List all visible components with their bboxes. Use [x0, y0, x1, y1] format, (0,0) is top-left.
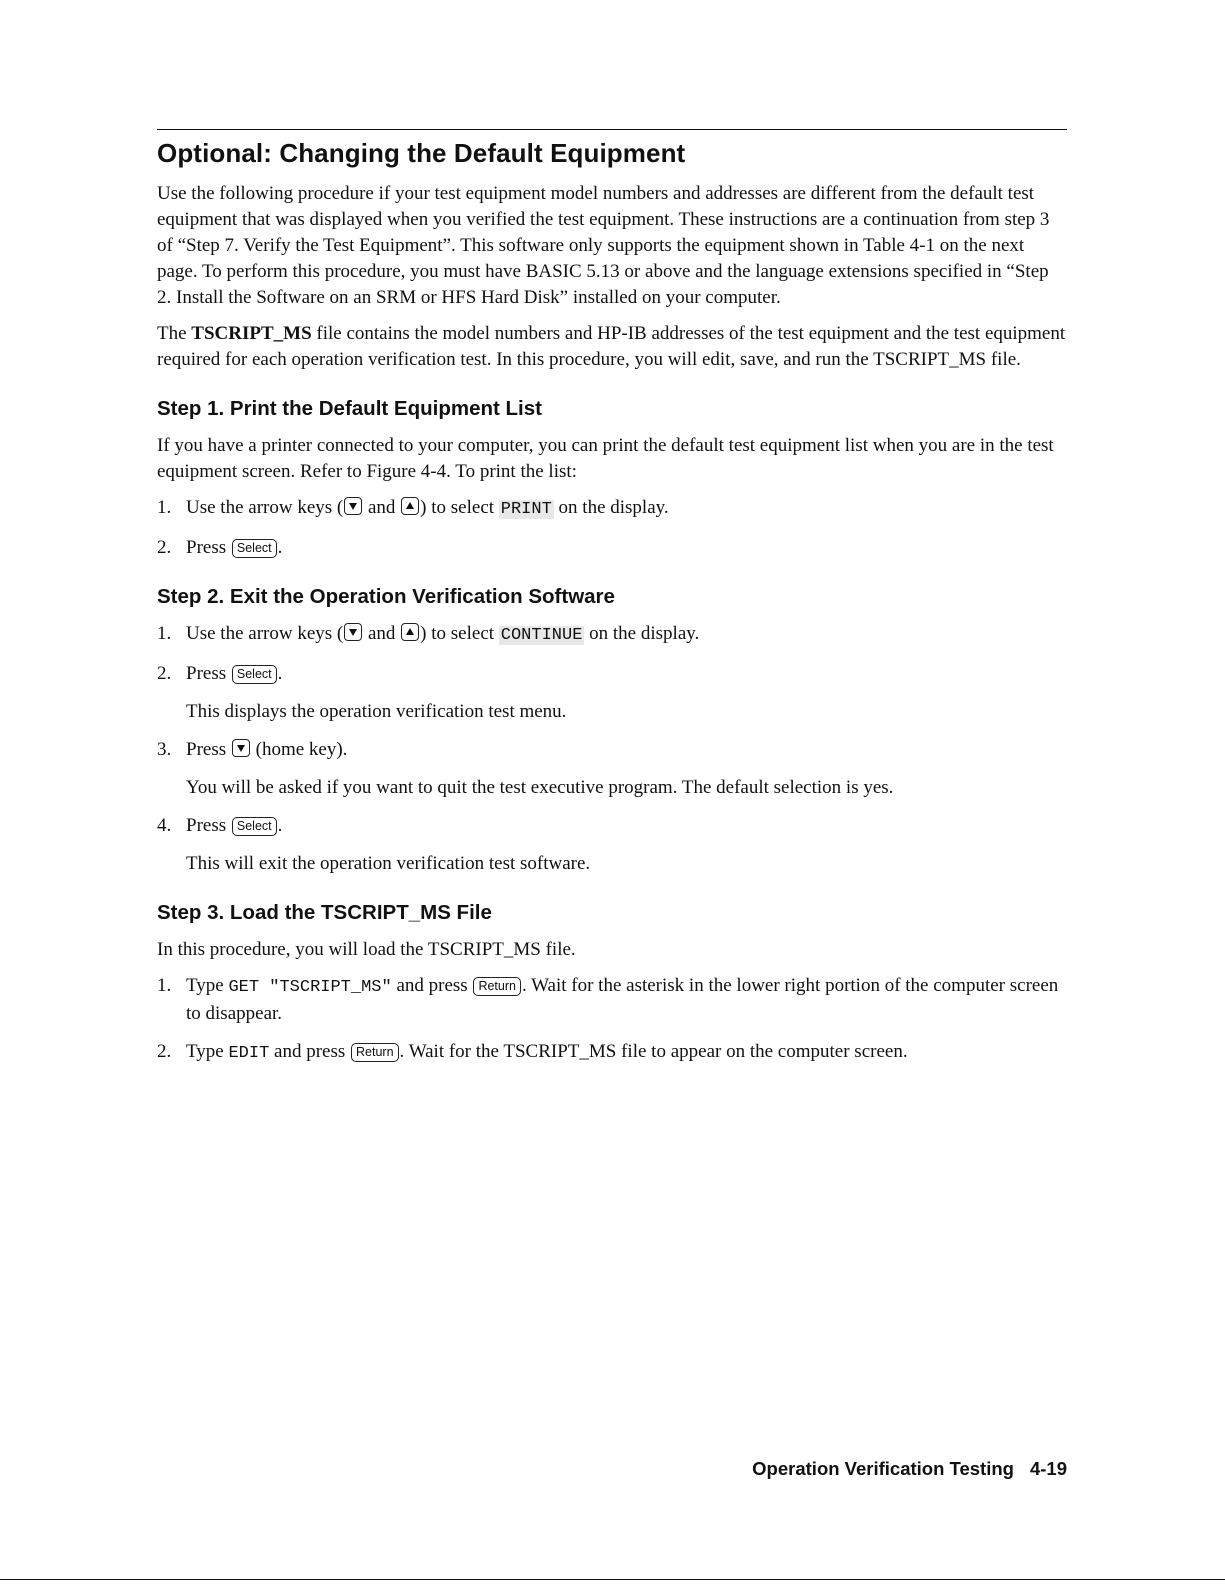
down-arrow-key-icon	[344, 497, 362, 515]
step3-item-2: 2. Type EDIT and press Return . Wait for the TSCRIPT_MS file to appear on the computer screen.	[157, 1041, 908, 1063]
home-key-icon	[232, 739, 250, 757]
return-key: Return	[351, 1043, 399, 1062]
get-command: GET "TSCRIPT_MS"	[228, 978, 392, 997]
intro-paragraph: Use the following procedure if your test equipment model numbers and addresses are different from the default test equipment that was displayed when you verified the test equipment. These instructions are a continuation from step 3 of “Step 7. Verify the Test Equipment”. This software only supports the equipment shown in Table 4-1 on the next page. To perform this procedure, you must have BASIC 5.13 or above and the language extensions specified in “Step 2. Install the Software on an SRM or HFS Hard Disk” installed on your computer.	[157, 183, 1050, 308]
step3-intro: In this procedure, you will load the TSCRIPT_MS file.	[157, 939, 576, 960]
select-key: Select	[232, 665, 277, 684]
footer-title: Operation Verification Testing	[752, 1458, 1014, 1479]
edit-command: EDIT	[228, 1044, 270, 1063]
select-key: Select	[232, 817, 277, 836]
step2-item-1: 1. Use the arrow keys ( and ) to select CONTINUE on the display.	[157, 623, 700, 645]
page-number: 4-19	[1029, 1458, 1067, 1479]
tscript-paragraph: The TSCRIPT_MS file contains the model numbers and HP-IB addresses of the test equipment and the test equipment required for each operation verification test. In this procedure, you will edit, save, and run the TSCRIPT_MS file.	[157, 323, 1066, 370]
step1-section	[157, 397, 1067, 561]
step3-item-1: 1. Type GET "TSCRIPT_MS" and press Return . Wait for the asterisk in the lower right portion of the computer screen to disappear.	[157, 975, 1059, 1024]
step1-item-2: 2. Press Select .	[157, 537, 283, 558]
step2-item-3: 3. Press (home key).	[157, 739, 348, 760]
step2-item-2: 2. Press Select .	[157, 663, 283, 684]
page-footer	[752, 1458, 1067, 1480]
step2-item-4: 4. Press Select .	[157, 815, 283, 836]
continue-softkey: CONTINUE	[500, 626, 583, 645]
top-rule	[157, 129, 1067, 130]
bottom-rule	[0, 1579, 1225, 1580]
tscript-file-name: TSCRIPT_MS	[191, 323, 312, 344]
step3-section	[157, 901, 1067, 1067]
step2-item-4-note: This will exit the operation verification test software.	[186, 853, 591, 874]
print-softkey: PRINT	[500, 500, 552, 519]
down-arrow-key-icon	[344, 623, 362, 641]
up-arrow-key-icon	[401, 623, 419, 641]
up-arrow-key-icon	[401, 497, 419, 515]
step1-intro: If you have a printer connected to your computer, you can print the default test equipment list when you are in the test equipment screen. Refer to Figure 4-4. To print the list:	[157, 435, 1054, 482]
return-key: Return	[473, 977, 521, 996]
step2-section	[157, 585, 1067, 877]
page-content	[157, 129, 1067, 1079]
step3-heading: Step 3. Load the TSCRIPT_MS File	[157, 901, 492, 924]
step2-heading: Step 2. Exit the Operation Verification Software	[157, 585, 615, 608]
step2-item-3-note: You will be asked if you want to quit the test executive program. The default selection is yes.	[186, 777, 894, 798]
select-key: Select	[232, 539, 277, 558]
section-title: Optional: Changing the Default Equipment	[157, 138, 686, 168]
step1-item-1: 1. Use the arrow keys ( and ) to select PRINT on the display.	[157, 497, 669, 519]
step1-heading: Step 1. Print the Default Equipment List	[157, 397, 542, 420]
step2-item-2-note: This displays the operation verification test menu.	[186, 701, 567, 722]
